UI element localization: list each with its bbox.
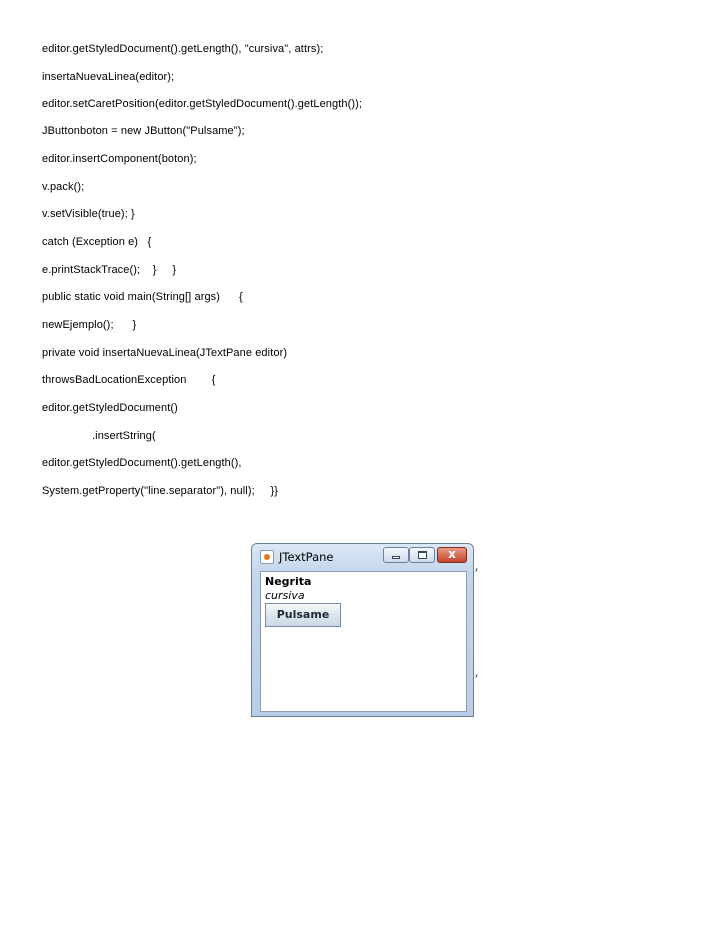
window-title: JTextPane <box>279 550 334 564</box>
java-app-icon <box>260 550 274 564</box>
jtextpane-window <box>251 543 474 717</box>
maximize-button[interactable] <box>409 547 435 563</box>
code-line: insertaNuevaLinea(editor); <box>42 71 175 83</box>
code-line: newEjemplo(); } <box>42 319 137 331</box>
code-line: editor.insertComponent(boton); <box>42 153 197 165</box>
code-line: editor.getStyledDocument().getLength(), "cursiva", attrs); <box>42 43 324 55</box>
code-line: private void insertaNuevaLinea(JTextPane editor) <box>42 347 288 359</box>
code-line: catch (Exception e) { <box>42 236 152 248</box>
code-line: v.pack(); <box>42 181 85 193</box>
code-line: .insertString( <box>92 430 156 442</box>
code-line: editor.setCaretPosition(editor.getStyledDocument().getLength()); <box>42 98 363 110</box>
code-line: e.printStackTrace(); } } <box>42 264 177 276</box>
code-line: editor.getStyledDocument().getLength(), <box>42 457 242 469</box>
code-line: JButtonboton = new JButton("Pulsame"); <box>42 125 245 137</box>
window-titlebar[interactable] <box>252 544 473 570</box>
code-line: throwsBadLocationException { <box>42 374 216 386</box>
italic-text: cursiva <box>265 589 305 602</box>
code-line: editor.getStyledDocument() <box>42 402 178 414</box>
code-line: public static void main(String[] args) { <box>42 291 243 303</box>
code-line: System.getProperty("line.separator"), null); }} <box>42 485 279 497</box>
background-text-fragment: , <box>474 668 481 680</box>
code-line: v.setVisible(true); } <box>42 208 135 220</box>
close-icon: x <box>448 547 456 561</box>
minimize-button[interactable] <box>383 547 409 563</box>
close-button[interactable] <box>437 547 467 563</box>
pulsame-button[interactable]: Pulsame <box>265 603 341 627</box>
bold-text: Negrita <box>265 575 312 588</box>
background-text-fragment: , <box>474 562 481 574</box>
text-pane[interactable] <box>260 571 467 712</box>
